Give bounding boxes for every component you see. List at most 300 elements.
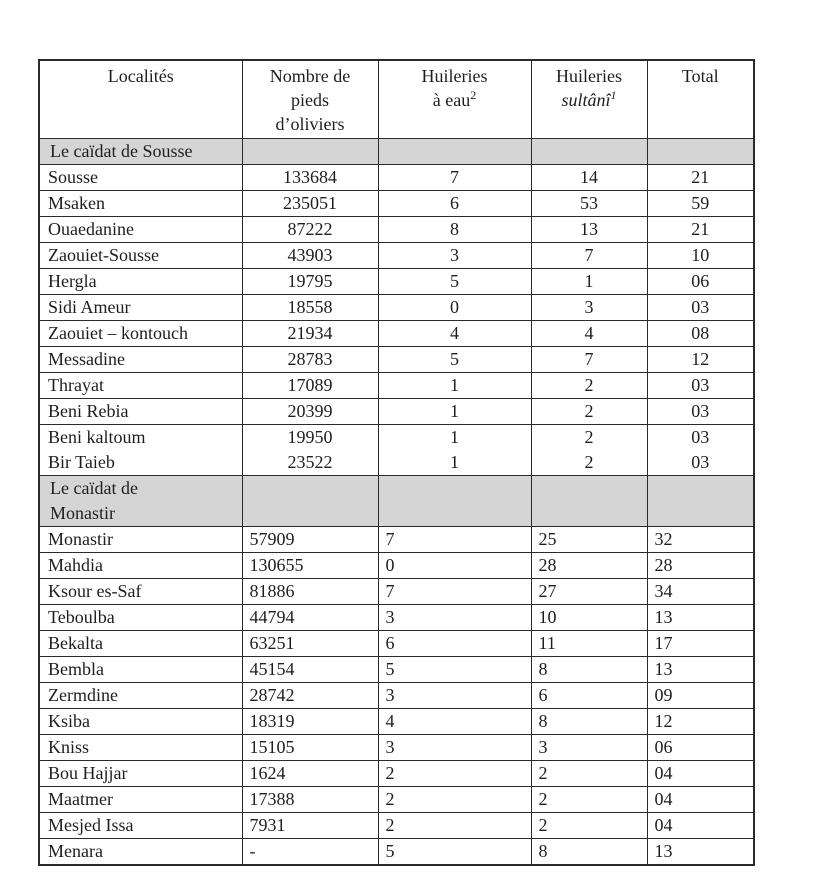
cell-line: 03 bbox=[691, 401, 710, 421]
cell-huileries-sultani bbox=[531, 425, 647, 476]
column-header-locality bbox=[39, 60, 242, 139]
cell-line: Bembla bbox=[48, 659, 104, 679]
column-header-line: pieds bbox=[291, 90, 329, 110]
cell-locality bbox=[39, 217, 242, 243]
cell-huileries-eau bbox=[378, 735, 531, 761]
cell-line: 08 bbox=[691, 323, 710, 343]
cell-huileries-eau bbox=[378, 605, 531, 631]
cell-line: 03 bbox=[691, 452, 710, 472]
cell-line: Sousse bbox=[48, 167, 99, 187]
column-header-line: sultânî$^1$ bbox=[561, 88, 617, 110]
footnote-marker: 1 bbox=[610, 88, 617, 102]
cell-line: 133684 bbox=[283, 167, 337, 187]
cell-line: 04 bbox=[654, 815, 673, 835]
cell-total bbox=[647, 399, 754, 425]
cell-pieds-oliviers bbox=[242, 321, 378, 347]
cell-line: 2 bbox=[385, 815, 395, 835]
cell-total bbox=[647, 321, 754, 347]
cell-locality bbox=[39, 813, 242, 839]
cell-line: 28783 bbox=[287, 349, 333, 369]
cell-line: 0 bbox=[450, 297, 459, 317]
cell-line: 1 bbox=[584, 271, 594, 291]
cell-line: 04 bbox=[654, 789, 673, 809]
cell-line: Bou Hajjar bbox=[48, 763, 128, 783]
cell-line: 1624 bbox=[249, 763, 286, 783]
column-header-sultani bbox=[531, 60, 647, 139]
cell-huileries-sultani bbox=[531, 269, 647, 295]
cell-line: 13 bbox=[654, 841, 673, 861]
cell-huileries-eau bbox=[378, 709, 531, 735]
cell-line: 21 bbox=[691, 167, 710, 187]
cell-total bbox=[647, 839, 754, 866]
cell-line: 10 bbox=[538, 607, 557, 627]
cell-line: - bbox=[249, 841, 256, 861]
cell-line: 17089 bbox=[287, 375, 333, 395]
cell-huileries-eau bbox=[378, 295, 531, 321]
cell-line: 5 bbox=[385, 659, 395, 679]
cell-line: Menara bbox=[48, 841, 103, 861]
cell-line: 23522 bbox=[287, 452, 333, 472]
cell-line: 3 bbox=[538, 737, 548, 757]
cell-line: 3 bbox=[385, 607, 395, 627]
cell-line: Messadine bbox=[48, 349, 125, 369]
cell-line: 19950 bbox=[287, 427, 333, 447]
cell-pieds-oliviers bbox=[242, 657, 378, 683]
cell-line: 235051 bbox=[283, 193, 337, 213]
table-row bbox=[39, 839, 754, 866]
cell-huileries-eau bbox=[378, 527, 531, 553]
cell-line: 2 bbox=[584, 427, 594, 447]
section-empty-cell bbox=[647, 476, 754, 527]
cell-total bbox=[647, 269, 754, 295]
footnote-marker: 2 bbox=[470, 88, 477, 102]
cell-line: 20399 bbox=[287, 401, 333, 421]
cell-huileries-sultani bbox=[531, 321, 647, 347]
cell-huileries-sultani bbox=[531, 761, 647, 787]
cell-huileries-sultani bbox=[531, 217, 647, 243]
cell-huileries-eau bbox=[378, 839, 531, 866]
cell-line: 06 bbox=[691, 271, 710, 291]
cell-huileries-sultani bbox=[531, 683, 647, 709]
cell-line: 4 bbox=[584, 323, 594, 343]
cell-line: Maatmer bbox=[48, 789, 113, 809]
table-row bbox=[39, 269, 754, 295]
cell-line: 3 bbox=[385, 685, 395, 705]
cell-locality bbox=[39, 269, 242, 295]
cell-huileries-sultani bbox=[531, 631, 647, 657]
cell-line: 03 bbox=[691, 297, 710, 317]
cell-line: 09 bbox=[654, 685, 673, 705]
table-row bbox=[39, 373, 754, 399]
cell-line: 21934 bbox=[287, 323, 333, 343]
cell-total bbox=[647, 683, 754, 709]
column-header-eau bbox=[378, 60, 531, 139]
cell-line: 63251 bbox=[249, 633, 295, 653]
cell-line: 32 bbox=[654, 529, 673, 549]
cell-huileries-sultani bbox=[531, 605, 647, 631]
section-header-row bbox=[39, 476, 754, 527]
table-row bbox=[39, 683, 754, 709]
cell-line: 12 bbox=[654, 711, 673, 731]
cell-line: 3 bbox=[450, 245, 459, 265]
cell-total bbox=[647, 373, 754, 399]
table-row bbox=[39, 735, 754, 761]
cell-locality bbox=[39, 787, 242, 813]
cell-locality bbox=[39, 605, 242, 631]
cell-line: 8 bbox=[538, 841, 548, 861]
section-empty-cell bbox=[378, 476, 531, 527]
cell-line: 19795 bbox=[287, 271, 333, 291]
cell-line: 8 bbox=[450, 219, 459, 239]
section-title-line: Le caïdat de bbox=[50, 478, 138, 498]
cell-huileries-sultani bbox=[531, 813, 647, 839]
cell-huileries-sultani bbox=[531, 243, 647, 269]
cell-line: 28 bbox=[538, 555, 557, 575]
cell-pieds-oliviers bbox=[242, 269, 378, 295]
table-row bbox=[39, 787, 754, 813]
cell-line: Ksour es-Saf bbox=[48, 581, 142, 601]
cell-line: 13 bbox=[580, 219, 598, 239]
cell-line: 04 bbox=[654, 763, 673, 783]
cell-line: 130655 bbox=[249, 555, 304, 575]
cell-locality bbox=[39, 761, 242, 787]
cell-line: 21 bbox=[691, 219, 710, 239]
cell-line: 7931 bbox=[249, 815, 286, 835]
column-header-total bbox=[647, 60, 754, 139]
cell-line: 18319 bbox=[249, 711, 295, 731]
cell-huileries-sultani bbox=[531, 735, 647, 761]
cell-total bbox=[647, 605, 754, 631]
cell-line: 81886 bbox=[249, 581, 295, 601]
column-header-line: Nombre de bbox=[269, 66, 351, 86]
cell-line: 6 bbox=[385, 633, 395, 653]
cell-huileries-eau bbox=[378, 761, 531, 787]
table-row bbox=[39, 657, 754, 683]
cell-line: 27 bbox=[538, 581, 557, 601]
table-row bbox=[39, 813, 754, 839]
cell-pieds-oliviers bbox=[242, 165, 378, 191]
cell-locality bbox=[39, 553, 242, 579]
cell-line: 5 bbox=[385, 841, 395, 861]
cell-pieds-oliviers bbox=[242, 683, 378, 709]
cell-line: 1 bbox=[450, 427, 459, 447]
cell-line: 28 bbox=[654, 555, 673, 575]
cell-line: 2 bbox=[385, 763, 395, 783]
cell-line: 34 bbox=[654, 581, 673, 601]
cell-pieds-oliviers bbox=[242, 295, 378, 321]
table-row bbox=[39, 295, 754, 321]
cell-line: 2 bbox=[584, 401, 594, 421]
cell-line: 18558 bbox=[287, 297, 333, 317]
table-row bbox=[39, 605, 754, 631]
cell-total bbox=[647, 813, 754, 839]
cell-pieds-oliviers bbox=[242, 709, 378, 735]
cell-line: 2 bbox=[584, 452, 594, 472]
cell-locality bbox=[39, 735, 242, 761]
cell-locality bbox=[39, 527, 242, 553]
column-header-line: à eau$^2$ bbox=[432, 88, 477, 110]
cell-locality bbox=[39, 165, 242, 191]
cell-pieds-oliviers bbox=[242, 579, 378, 605]
cell-line: Zaouiet-Sousse bbox=[48, 245, 159, 265]
cell-locality bbox=[39, 579, 242, 605]
cell-line: 10 bbox=[691, 245, 710, 265]
cell-locality bbox=[39, 425, 242, 476]
cell-line: Hergla bbox=[48, 271, 97, 291]
cell-total bbox=[647, 527, 754, 553]
cell-total bbox=[647, 709, 754, 735]
cell-total bbox=[647, 191, 754, 217]
cell-huileries-eau bbox=[378, 579, 531, 605]
cell-line: 5 bbox=[450, 349, 459, 369]
cell-huileries-eau bbox=[378, 553, 531, 579]
section-empty-cell bbox=[242, 476, 378, 527]
cell-huileries-eau bbox=[378, 269, 531, 295]
cell-huileries-eau bbox=[378, 399, 531, 425]
cell-total bbox=[647, 657, 754, 683]
cell-line: Zaouiet – kontouch bbox=[48, 323, 188, 343]
cell-line: Thrayat bbox=[48, 375, 104, 395]
cell-pieds-oliviers bbox=[242, 787, 378, 813]
cell-line: 44794 bbox=[249, 607, 295, 627]
cell-huileries-sultani bbox=[531, 399, 647, 425]
cell-total bbox=[647, 761, 754, 787]
cell-line: 1 bbox=[450, 452, 459, 472]
cell-line: 7 bbox=[385, 529, 395, 549]
table-row bbox=[39, 425, 754, 476]
cell-huileries-eau bbox=[378, 631, 531, 657]
cell-huileries-sultani bbox=[531, 553, 647, 579]
cell-huileries-sultani bbox=[531, 787, 647, 813]
cell-line: Mesjed Issa bbox=[48, 815, 134, 835]
cell-line: 3 bbox=[385, 737, 395, 757]
cell-huileries-sultani bbox=[531, 657, 647, 683]
cell-line: 15105 bbox=[249, 737, 295, 757]
cell-line: 1 bbox=[450, 375, 459, 395]
cell-line: 03 bbox=[691, 427, 710, 447]
column-header-line: Huileries bbox=[556, 66, 622, 86]
section-empty-cell bbox=[531, 139, 647, 165]
cell-line: 2 bbox=[538, 815, 548, 835]
cell-pieds-oliviers bbox=[242, 217, 378, 243]
cell-total bbox=[647, 425, 754, 476]
table-body bbox=[39, 139, 754, 866]
cell-huileries-eau bbox=[378, 243, 531, 269]
cell-huileries-sultani bbox=[531, 839, 647, 866]
cell-line: 0 bbox=[385, 555, 395, 575]
cell-huileries-eau bbox=[378, 657, 531, 683]
cell-pieds-oliviers bbox=[242, 399, 378, 425]
cell-pieds-oliviers bbox=[242, 839, 378, 866]
table-header bbox=[39, 60, 754, 139]
cell-huileries-eau bbox=[378, 425, 531, 476]
cell-huileries-eau bbox=[378, 683, 531, 709]
cell-line: Kniss bbox=[48, 737, 90, 757]
cell-line: 12 bbox=[691, 349, 710, 369]
table-row bbox=[39, 165, 754, 191]
cell-pieds-oliviers bbox=[242, 553, 378, 579]
cell-line: 17388 bbox=[249, 789, 295, 809]
cell-line: 28742 bbox=[249, 685, 295, 705]
cell-line: Monastir bbox=[48, 529, 113, 549]
cell-locality bbox=[39, 657, 242, 683]
cell-line: 87222 bbox=[287, 219, 333, 239]
cell-total bbox=[647, 217, 754, 243]
cell-total bbox=[647, 631, 754, 657]
cell-line: 13 bbox=[654, 607, 673, 627]
cell-line: 17 bbox=[654, 633, 673, 653]
table-row bbox=[39, 709, 754, 735]
table-row bbox=[39, 527, 754, 553]
cell-line: Msaken bbox=[48, 193, 105, 213]
cell-huileries-sultani bbox=[531, 347, 647, 373]
cell-line: Sidi Ameur bbox=[48, 297, 131, 317]
cell-line: 7 bbox=[450, 167, 459, 187]
section-empty-cell bbox=[242, 139, 378, 165]
table-row bbox=[39, 217, 754, 243]
cell-huileries-eau bbox=[378, 347, 531, 373]
cell-huileries-eau bbox=[378, 813, 531, 839]
table-row bbox=[39, 553, 754, 579]
table-row bbox=[39, 191, 754, 217]
cell-locality bbox=[39, 683, 242, 709]
table-row bbox=[39, 347, 754, 373]
column-header-line: Total bbox=[681, 66, 719, 86]
cell-line: 6 bbox=[450, 193, 459, 213]
section-title-line: Monastir bbox=[50, 503, 115, 523]
cell-line: Ksiba bbox=[48, 711, 90, 731]
header-row bbox=[39, 60, 754, 139]
cell-line: Zermdine bbox=[48, 685, 118, 705]
cell-line: 2 bbox=[385, 789, 395, 809]
cell-huileries-eau bbox=[378, 321, 531, 347]
cell-line: Bekalta bbox=[48, 633, 103, 653]
cell-line: 7 bbox=[584, 349, 594, 369]
cell-locality bbox=[39, 295, 242, 321]
cell-line: Teboulba bbox=[48, 607, 115, 627]
cell-line: 45154 bbox=[249, 659, 295, 679]
cell-total bbox=[647, 579, 754, 605]
cell-line: 3 bbox=[584, 297, 594, 317]
column-header-line: d’oliviers bbox=[275, 114, 345, 134]
cell-line: 4 bbox=[385, 711, 395, 731]
table-row bbox=[39, 321, 754, 347]
huileries-table bbox=[38, 59, 755, 866]
cell-line: 06 bbox=[654, 737, 673, 757]
cell-line: 59 bbox=[691, 193, 710, 213]
cell-locality bbox=[39, 839, 242, 866]
section-title-cell bbox=[39, 139, 242, 165]
cell-total bbox=[647, 553, 754, 579]
cell-huileries-sultani bbox=[531, 527, 647, 553]
cell-line: 6 bbox=[538, 685, 548, 705]
cell-pieds-oliviers bbox=[242, 761, 378, 787]
cell-line: 2 bbox=[538, 763, 548, 783]
cell-pieds-oliviers bbox=[242, 191, 378, 217]
cell-pieds-oliviers bbox=[242, 527, 378, 553]
cell-pieds-oliviers bbox=[242, 243, 378, 269]
cell-line: 14 bbox=[580, 167, 598, 187]
cell-line: 13 bbox=[654, 659, 673, 679]
cell-total bbox=[647, 165, 754, 191]
cell-huileries-eau bbox=[378, 165, 531, 191]
cell-huileries-eau bbox=[378, 373, 531, 399]
cell-pieds-oliviers bbox=[242, 813, 378, 839]
cell-line: 4 bbox=[450, 323, 459, 343]
cell-line: Beni kaltoum bbox=[48, 427, 146, 447]
cell-pieds-oliviers bbox=[242, 373, 378, 399]
cell-huileries-eau bbox=[378, 217, 531, 243]
table-row bbox=[39, 243, 754, 269]
cell-locality bbox=[39, 321, 242, 347]
section-header-row bbox=[39, 139, 754, 165]
cell-total bbox=[647, 347, 754, 373]
cell-locality bbox=[39, 347, 242, 373]
column-header-line: Localités bbox=[107, 66, 174, 86]
cell-locality bbox=[39, 631, 242, 657]
cell-line: 8 bbox=[538, 711, 548, 731]
cell-huileries-sultani bbox=[531, 165, 647, 191]
cell-huileries-eau bbox=[378, 787, 531, 813]
cell-total bbox=[647, 295, 754, 321]
table-row bbox=[39, 579, 754, 605]
cell-line: 03 bbox=[691, 375, 710, 395]
cell-total bbox=[647, 735, 754, 761]
cell-line: 2 bbox=[584, 375, 594, 395]
cell-pieds-oliviers bbox=[242, 631, 378, 657]
cell-locality bbox=[39, 709, 242, 735]
cell-huileries-eau bbox=[378, 191, 531, 217]
section-empty-cell bbox=[531, 476, 647, 527]
cell-locality bbox=[39, 399, 242, 425]
cell-pieds-oliviers bbox=[242, 735, 378, 761]
table-row bbox=[39, 399, 754, 425]
column-header-pieds bbox=[242, 60, 378, 139]
cell-huileries-sultani bbox=[531, 579, 647, 605]
cell-line: 5 bbox=[450, 271, 459, 291]
cell-line: Ouaedanine bbox=[48, 219, 134, 239]
table-row bbox=[39, 761, 754, 787]
cell-pieds-oliviers bbox=[242, 605, 378, 631]
cell-line: 2 bbox=[538, 789, 548, 809]
cell-huileries-sultani bbox=[531, 373, 647, 399]
cell-locality bbox=[39, 191, 242, 217]
section-title-cell bbox=[39, 476, 242, 527]
cell-line: 25 bbox=[538, 529, 557, 549]
section-title-line: Le caïdat de Sousse bbox=[50, 141, 193, 161]
cell-line: 57909 bbox=[249, 529, 295, 549]
cell-huileries-sultani bbox=[531, 709, 647, 735]
cell-total bbox=[647, 787, 754, 813]
cell-line: 8 bbox=[538, 659, 548, 679]
cell-line: 7 bbox=[584, 245, 594, 265]
cell-line: Bir Taieb bbox=[48, 452, 115, 472]
section-empty-cell bbox=[647, 139, 754, 165]
cell-line: Beni Rebia bbox=[48, 401, 129, 421]
table-row bbox=[39, 631, 754, 657]
cell-total bbox=[647, 243, 754, 269]
section-empty-cell bbox=[378, 139, 531, 165]
cell-line: Mahdia bbox=[48, 555, 103, 575]
cell-huileries-sultani bbox=[531, 191, 647, 217]
cell-line: 43903 bbox=[287, 245, 333, 265]
cell-line: 53 bbox=[580, 193, 598, 213]
column-header-line: Huileries bbox=[421, 66, 488, 86]
cell-line: 11 bbox=[538, 633, 556, 653]
cell-pieds-oliviers bbox=[242, 425, 378, 476]
cell-line: 7 bbox=[385, 581, 395, 601]
cell-pieds-oliviers bbox=[242, 347, 378, 373]
